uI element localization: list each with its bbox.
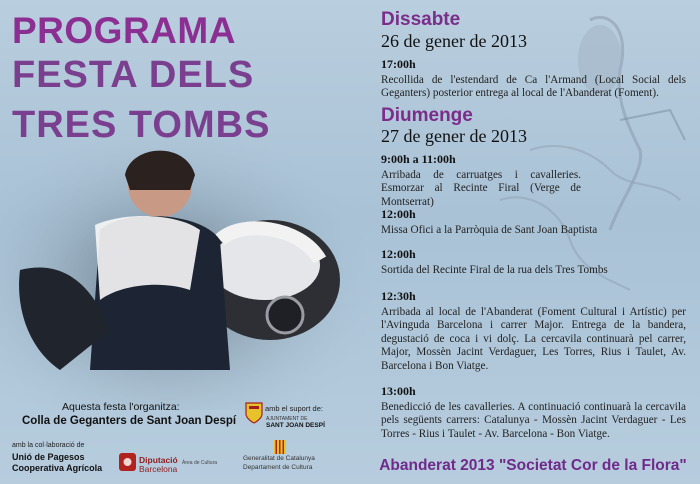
event-description: Recollida de l'estendard de Ca l'Armand (Local Social dels Geganters) posterior entrega al local de l'Abanderat (Foment).: [381, 73, 686, 99]
date-saturday: 26 de gener de 2013: [381, 31, 527, 51]
event-time: 9:00h a 11:00h: [381, 152, 456, 166]
ajuntament-shield-icon: [245, 402, 263, 424]
collaborator-name-line-2: Cooperativa Agrícola: [12, 463, 103, 473]
event-description: Arribada de carruatges i cavalleries. Esmorzar al Recinte Firal (Verge de Montserrat): [381, 168, 581, 208]
organizer-name: Colla de Geganters de Sant Joan Despí: [22, 415, 237, 427]
ajuntament-line-1: AJUNTAMENT DE: [266, 416, 308, 422]
diputacio-logo-icon: [119, 453, 136, 471]
ajuntament-line-2: SANT JOAN DESPÍ: [266, 422, 325, 429]
organizer-label: Aquesta festa l'organitza:: [62, 401, 180, 413]
subtitle-line-2: TRES TOMBS: [12, 104, 271, 146]
diputacio-name-line-2: Barcelona: [139, 464, 178, 474]
diputacio-name-line-1: Diputació: [139, 455, 178, 465]
collaborator-name-line-1: Unió de Pagesos: [12, 452, 85, 462]
schedule-event: [381, 290, 686, 373]
event-time: 17:00h: [381, 57, 416, 71]
diputacio-area: Àrea de Cultura: [182, 460, 218, 466]
event-description: Missa Ofici a la Parròquia de Sant Joan Baptista: [381, 223, 598, 236]
event-time: 12:30h: [381, 289, 416, 303]
schedule-event: [381, 385, 686, 441]
page-title: PROGRAMA: [12, 10, 236, 51]
day-heading-sunday: Diumenge: [381, 105, 473, 126]
support-label: amb el suport de:: [265, 404, 323, 413]
schedule-event: [381, 208, 686, 237]
abanderat-footer: Abanderat 2013 "Societat Cor de la Flora": [379, 457, 687, 474]
generalitat-line-2: Departament de Cultura: [243, 464, 313, 471]
event-description: Arribada al local de l'Abanderat (Foment Cultural i Artístic) per l'Avinguda Barcelona i carrer Major. Entrega de la bandera, degustació de coca i vi dolç. La cercavila continuarà pel carrer, Major, Mossèn Jacint Verdaguer, Les Torres, Rius i Taulet, Av. Barcelona i Bon Viatge.: [381, 305, 686, 372]
schedule-event: [381, 248, 686, 277]
girl-with-pony-photo: [0, 130, 370, 410]
date-sunday: 27 de gener de 2013: [381, 126, 527, 146]
event-time: 13:00h: [381, 384, 416, 398]
subtitle-line-1: FESTA DELS: [12, 54, 255, 96]
collaboration-label: amb la col·laboració de: [12, 442, 85, 449]
schedule-event: [381, 58, 686, 101]
event-description: Benedicció de les cavalleries. A continuació continuarà la cercavila pels següents carrers: Catalunya - Mossèn Jacint Verdaguer - Les Torres - Rius i Taulet - Av. Barcelona - Bon Viatge.: [381, 400, 686, 440]
event-time: 12:00h: [381, 247, 416, 261]
generalitat-logo-icon: [274, 440, 286, 454]
event-description: Sortida del Recinte Firal de la rua dels Tres Tombs: [381, 263, 608, 276]
generalitat-line-1: Generalitat de Catalunya: [243, 455, 315, 462]
event-time: 12:00h: [381, 207, 416, 221]
day-heading-saturday: Dissabte: [381, 9, 461, 30]
schedule-event: [381, 153, 686, 209]
